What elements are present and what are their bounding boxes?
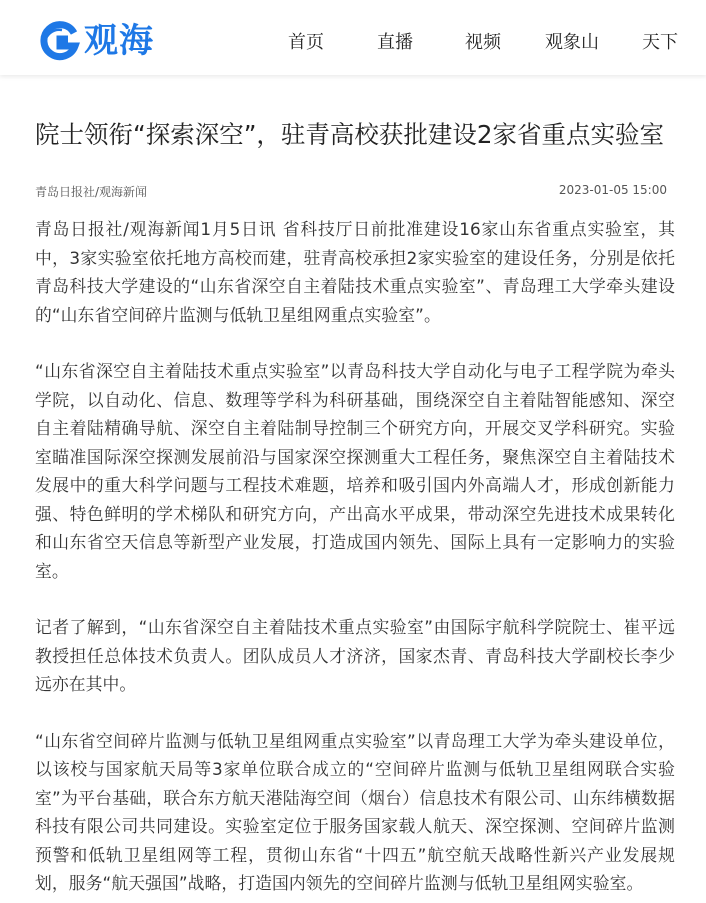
article — [35, 115, 675, 898]
article-paragraph: “山东省空间碎片监测与低轨卫星组网重点实验室”以青岛理工大学为牵头建设单位，以该校与国家航天局等3家单位联合成立的“空间碎片监测与低轨卫星组网联合实验室”为平台基础，联合东方航天港陆海空间（烟台）信息技术有限公司、山东纬横数据科技有限公司共同建设。实验室定位于服务国家载人航天、深空探测、空间碎片监测预警和低轨卫星组网等工程，贯彻山东省“十四五”航空航天战略性新兴产业发展规划，服务“航天强国”战略，打造国内领先的空间碎片监测与低轨卫星组网实验室。 — [35, 730, 675, 893]
nav-item-guanxiangshan[interactable]: 观象山 — [545, 32, 599, 53]
nav-item-world[interactable]: 天下 — [642, 32, 678, 53]
brand-name: 观海 — [84, 21, 154, 61]
nav-item-home[interactable]: 首页 — [288, 32, 324, 53]
article-title: 院士领衔“探索深空”，驻青高校获批建设2家省重点实验室 — [35, 120, 664, 149]
article-meta — [35, 183, 675, 203]
article-source: 青岛日报社/观海新闻 — [35, 185, 148, 199]
main-nav — [0, 0, 706, 75]
article-paragraph: 记者了解到，“山东省深空自主着陆技术重点实验室”由国际宇航科学院院士、崔平远教授担任总体技术负责人。团队成员人才济济，国家杰青、青岛科技大学副校长李少远亦在其中。 — [35, 617, 675, 694]
article-date: 2023-01-05 15:00 — [558, 183, 667, 197]
nav-item-video[interactable]: 视频 — [465, 32, 501, 53]
article-paragraph: “山东省深空自主着陆技术重点实验室”以青岛科技大学自动化与电子工程学院为牵头学院，以自动化、信息、数理等学科为科研基础，围绕深空自主着陆智能感知、深空自主着陆精确导航、深空自主着陆制导控制三个研究方向，开展交叉学科研究。实验室瞄准国际深空探测发展前沿与国家深空探测重大工程任务，聚焦深空自主着陆技术发展中的重大科学问题与工程技术难题，培养和吸引国内外高端人才，形成创新能力强、特色鲜明的学术梯队和研究方向，产出高水平成果，带动深空先进技术成果转化和山东省空天信息等新型产业发展，打造成国内领先、国际上具有一定影响力的实验室。 — [35, 361, 675, 581]
article-paragraph: 青岛日报社/观海新闻1月5日讯 省科技厅日前批准建设16家山东省重点实验室，其中，3家实验室依托地方高校而建，驻青高校承担2家实验室的建设任务，分别是依托青岛科技大学建设的“山东省深空自主着陆技术重点实验室”、青岛理工大学牵头建设的“山东省空间碎片监测与低轨卫星组网重点实验室”。 — [35, 219, 675, 325]
site-header — [0, 0, 706, 75]
nav-item-live[interactable]: 直播 — [377, 32, 413, 53]
